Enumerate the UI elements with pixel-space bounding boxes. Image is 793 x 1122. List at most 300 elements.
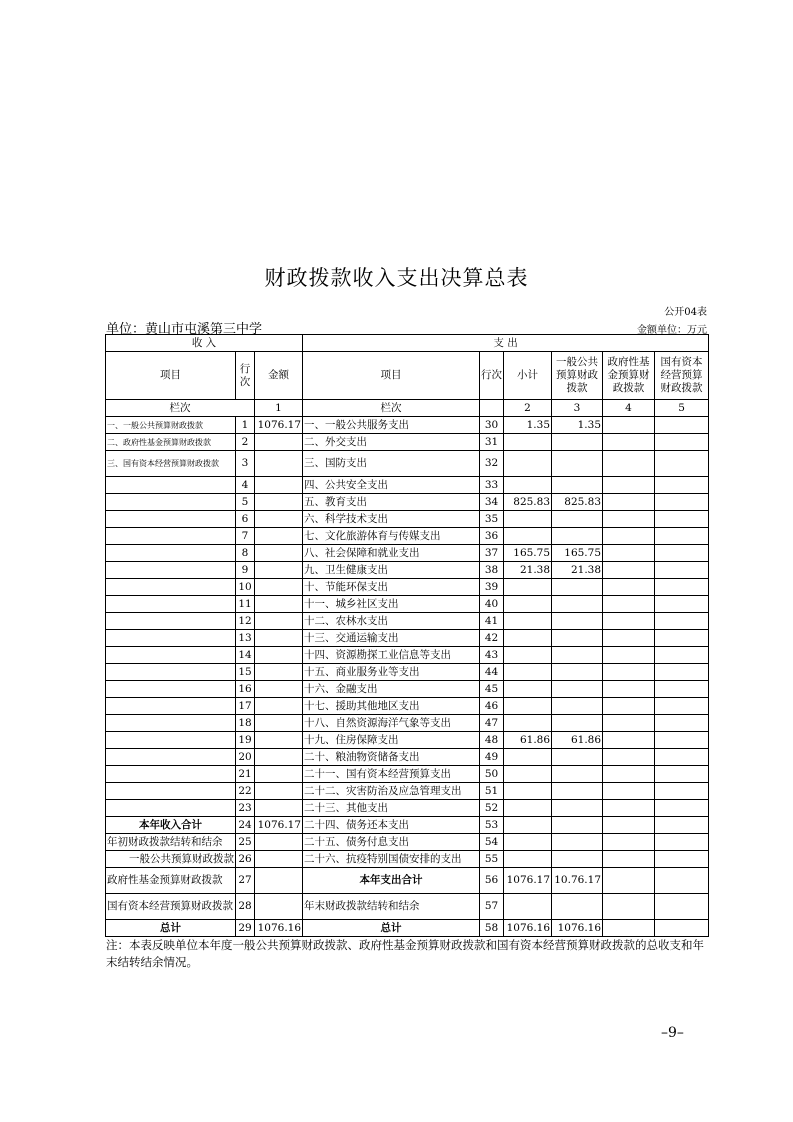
col-index-blank (480, 400, 504, 417)
income-amount (255, 630, 303, 647)
expense-line: 58 (480, 920, 504, 937)
income-line: 14 (236, 647, 255, 664)
expense-line: 50 (480, 766, 504, 783)
table-row (106, 579, 709, 596)
col-header-subtotal: 小计 (504, 352, 552, 400)
expense-gov-fund (603, 698, 655, 715)
page-title: 财政拨款收入支出决算总表 (264, 266, 529, 290)
income-amount (255, 868, 303, 894)
expense-subtotal (504, 579, 552, 596)
expense-subtotal (504, 698, 552, 715)
expense-item: 三、国防支出 (303, 451, 480, 477)
col-header-state-capital: 国有资本经营预算财政拨款 (655, 352, 709, 400)
expense-item: 二十三、其他支出 (303, 800, 480, 817)
expense-item: 二十一、国有资本经营预算支出 (303, 766, 480, 783)
expense-gov-fund (603, 647, 655, 664)
income-line: 28 (236, 894, 255, 920)
expense-gov-fund (603, 451, 655, 477)
expense-item: 十九、住房保障支出 (303, 732, 480, 749)
expense-line: 47 (480, 715, 504, 732)
income-item: 本年收入合计 (106, 817, 236, 834)
expense-subtotal: 1076.16 (504, 920, 552, 937)
expense-gov-fund (603, 766, 655, 783)
income-line: 6 (236, 511, 255, 528)
income-item (106, 579, 236, 596)
expense-item: 二十四、债务还本支出 (303, 817, 480, 834)
expense-state-capital (655, 817, 709, 834)
expense-general (552, 681, 603, 698)
expense-state-capital (655, 920, 709, 937)
expense-gov-fund (603, 800, 655, 817)
header-row-columns (106, 352, 709, 400)
income-amount (255, 715, 303, 732)
expense-item: 一、一般公共服务支出 (303, 417, 480, 434)
income-line: 15 (236, 664, 255, 681)
income-line: 1 (236, 417, 255, 434)
expense-gov-fund (603, 868, 655, 894)
expense-subtotal (504, 596, 552, 613)
income-item (106, 562, 236, 579)
table-row (106, 732, 709, 749)
col-header-item: 项目 (106, 352, 236, 400)
income-amount (255, 579, 303, 596)
expense-state-capital (655, 851, 709, 868)
col-index-1: 1 (255, 400, 303, 417)
expense-subtotal (504, 511, 552, 528)
expense-line: 36 (480, 528, 504, 545)
expense-subtotal (504, 800, 552, 817)
expense-state-capital (655, 494, 709, 511)
expense-general: 165.75 (552, 545, 603, 562)
expense-general: 1.35 (552, 417, 603, 434)
expense-gov-fund (603, 511, 655, 528)
expense-line: 53 (480, 817, 504, 834)
expense-state-capital (655, 894, 709, 920)
col-header-amount: 金额 (255, 352, 303, 400)
expense-item: 九、卫生健康支出 (303, 562, 480, 579)
income-amount (255, 528, 303, 545)
table-row (106, 494, 709, 511)
income-item (106, 511, 236, 528)
page-number: –9– (661, 1025, 684, 1041)
expense-line: 43 (480, 647, 504, 664)
table-row (106, 800, 709, 817)
expense-gov-fund (603, 664, 655, 681)
expense-general (552, 749, 603, 766)
income-line: 3 (236, 451, 255, 477)
expense-state-capital (655, 647, 709, 664)
expense-general (552, 528, 603, 545)
expense-subtotal (504, 451, 552, 477)
table-row (106, 749, 709, 766)
expense-subtotal (504, 477, 552, 494)
expense-general (552, 664, 603, 681)
income-line: 26 (236, 851, 255, 868)
header-row-sections (106, 335, 709, 352)
expense-state-capital (655, 749, 709, 766)
expense-line: 38 (480, 562, 504, 579)
income-amount (255, 477, 303, 494)
expense-subtotal (504, 894, 552, 920)
income-line: 20 (236, 749, 255, 766)
table-row (106, 630, 709, 647)
table-row (106, 681, 709, 698)
expense-item: 八、社会保障和就业支出 (303, 545, 480, 562)
expense-line: 45 (480, 681, 504, 698)
income-amount (255, 596, 303, 613)
income-line: 29 (236, 920, 255, 937)
expense-gov-fund (603, 834, 655, 851)
expense-line: 52 (480, 800, 504, 817)
income-amount (255, 511, 303, 528)
budget-summary-table (105, 334, 709, 937)
expense-line: 31 (480, 434, 504, 451)
table-row (106, 834, 709, 851)
expense-item: 本年支出合计 (303, 868, 480, 894)
expense-general (552, 715, 603, 732)
income-item: 三、国有资本经营预算财政拨款 (106, 451, 236, 477)
table-row (106, 851, 709, 868)
expense-line: 39 (480, 579, 504, 596)
expense-line: 55 (480, 851, 504, 868)
expense-gov-fund (603, 681, 655, 698)
income-line: 16 (236, 681, 255, 698)
table-row (106, 562, 709, 579)
expense-state-capital (655, 800, 709, 817)
expense-state-capital (655, 664, 709, 681)
form-number: 公开04表 (664, 307, 707, 318)
expense-general (552, 698, 603, 715)
income-amount: 1076.17 (255, 417, 303, 434)
expense-state-capital (655, 613, 709, 630)
expense-gov-fund (603, 579, 655, 596)
expense-general: 1076.16 (552, 920, 603, 937)
income-item (106, 664, 236, 681)
expense-subtotal (504, 613, 552, 630)
income-line: 19 (236, 732, 255, 749)
expense-gov-fund (603, 851, 655, 868)
expense-subtotal: 21.38 (504, 562, 552, 579)
table-row (106, 596, 709, 613)
col-header-general: 一般公共预算财政拨款 (552, 352, 603, 400)
expense-subtotal: 1076.17 (504, 868, 552, 894)
expense-line: 34 (480, 494, 504, 511)
income-item: 二、政府性基金预算财政拨款 (106, 434, 236, 451)
expense-item: 七、文化旅游体育与传媒支出 (303, 528, 480, 545)
expense-item: 四、公共安全支出 (303, 477, 480, 494)
expense-general (552, 783, 603, 800)
income-amount (255, 894, 303, 920)
income-item: 年初财政拨款结转和结余 (106, 834, 236, 851)
income-amount (255, 664, 303, 681)
expense-state-capital (655, 596, 709, 613)
expense-subtotal (504, 834, 552, 851)
col-header-item2: 项目 (303, 352, 480, 400)
expense-line: 57 (480, 894, 504, 920)
expense-gov-fund (603, 562, 655, 579)
expense-item: 二十二、灾害防治及应急管理支出 (303, 783, 480, 800)
income-amount (255, 545, 303, 562)
expense-line: 51 (480, 783, 504, 800)
income-amount (255, 681, 303, 698)
table-row (106, 920, 709, 937)
col-index-5: 5 (655, 400, 709, 417)
expense-subtotal: 825.83 (504, 494, 552, 511)
income-item: 国有资本经营预算财政拨款 (106, 894, 236, 920)
income-line: 11 (236, 596, 255, 613)
expense-general (552, 851, 603, 868)
expense-item: 六、科学技术支出 (303, 511, 480, 528)
expense-general (552, 800, 603, 817)
expense-gov-fund (603, 715, 655, 732)
expense-gov-fund (603, 596, 655, 613)
income-amount (255, 698, 303, 715)
expense-line: 49 (480, 749, 504, 766)
expense-line: 46 (480, 698, 504, 715)
income-item: 一、一般公共预算财政拨款 (106, 417, 236, 434)
expense-gov-fund (603, 817, 655, 834)
expense-general (552, 434, 603, 451)
table-row (106, 715, 709, 732)
expense-general (552, 451, 603, 477)
income-item (106, 545, 236, 562)
income-item (106, 783, 236, 800)
expense-general: 21.38 (552, 562, 603, 579)
col-header-gov-fund: 政府性基金预算财政拨款 (603, 352, 655, 400)
income-line: 21 (236, 766, 255, 783)
expense-state-capital (655, 579, 709, 596)
income-line: 2 (236, 434, 255, 451)
expense-subtotal: 61.86 (504, 732, 552, 749)
income-amount (255, 434, 303, 451)
income-line: 17 (236, 698, 255, 715)
expense-state-capital (655, 477, 709, 494)
expense-state-capital (655, 562, 709, 579)
expense-general: 61.86 (552, 732, 603, 749)
expense-item: 五、教育支出 (303, 494, 480, 511)
expense-state-capital (655, 630, 709, 647)
table-row (106, 868, 709, 894)
table-row (106, 528, 709, 545)
income-amount (255, 834, 303, 851)
table-row (106, 766, 709, 783)
expense-general (552, 477, 603, 494)
expense-item: 十四、资源勘探工业信息等支出 (303, 647, 480, 664)
expense-line: 32 (480, 451, 504, 477)
expense-general (552, 596, 603, 613)
income-item (106, 749, 236, 766)
income-item (106, 596, 236, 613)
income-amount (255, 800, 303, 817)
income-item: 总计 (106, 920, 236, 937)
expense-line: 56 (480, 868, 504, 894)
expense-subtotal (504, 434, 552, 451)
expense-general (552, 613, 603, 630)
expense-state-capital (655, 715, 709, 732)
expense-line: 37 (480, 545, 504, 562)
income-header: 收 入 (106, 335, 303, 352)
table-row (106, 698, 709, 715)
income-line: 4 (236, 477, 255, 494)
col-header-line: 行次 (236, 352, 255, 400)
expense-state-capital (655, 868, 709, 894)
expense-state-capital (655, 545, 709, 562)
expense-gov-fund (603, 894, 655, 920)
income-amount (255, 647, 303, 664)
table-row (106, 664, 709, 681)
expense-state-capital (655, 681, 709, 698)
expense-general (552, 894, 603, 920)
expense-line: 33 (480, 477, 504, 494)
expense-subtotal (504, 681, 552, 698)
income-amount (255, 749, 303, 766)
expense-gov-fund (603, 434, 655, 451)
expense-gov-fund (603, 783, 655, 800)
expense-gov-fund (603, 613, 655, 630)
expense-subtotal (504, 749, 552, 766)
table-row (106, 613, 709, 630)
expense-line: 42 (480, 630, 504, 647)
income-item (106, 732, 236, 749)
expense-state-capital (655, 732, 709, 749)
expense-item: 年末财政拨款结转和结余 (303, 894, 480, 920)
expense-subtotal: 165.75 (504, 545, 552, 562)
expense-item: 十八、自然资源海洋气象等支出 (303, 715, 480, 732)
expense-line: 41 (480, 613, 504, 630)
expense-state-capital (655, 417, 709, 434)
table-row (106, 434, 709, 451)
income-item (106, 766, 236, 783)
income-amount (255, 613, 303, 630)
col-index-3: 3 (552, 400, 603, 417)
expense-gov-fund (603, 630, 655, 647)
expense-gov-fund (603, 417, 655, 434)
table-row (106, 477, 709, 494)
expense-general: 10.76.17 (552, 868, 603, 894)
expense-item: 二十、粮油物资储备支出 (303, 749, 480, 766)
income-item (106, 800, 236, 817)
expense-general (552, 834, 603, 851)
expense-general (552, 511, 603, 528)
income-amount (255, 783, 303, 800)
col-index-right-label: 栏次 (303, 400, 480, 417)
expense-subtotal (504, 528, 552, 545)
income-amount (255, 562, 303, 579)
income-line: 5 (236, 494, 255, 511)
table-row (106, 417, 709, 434)
table-row (106, 511, 709, 528)
expense-state-capital (655, 698, 709, 715)
income-amount (255, 766, 303, 783)
unit-label: 单位：黄山市屯溪第三中学 (106, 322, 263, 337)
income-amount: 1076.17 (255, 817, 303, 834)
expense-subtotal (504, 715, 552, 732)
expense-gov-fund (603, 732, 655, 749)
col-header-line2: 行次 (480, 352, 504, 400)
income-item (106, 698, 236, 715)
income-item (106, 630, 236, 647)
income-item: 政府性基金预算财政拨款 (106, 868, 236, 894)
income-line: 22 (236, 783, 255, 800)
expense-gov-fund (603, 545, 655, 562)
income-item (106, 715, 236, 732)
expense-state-capital (655, 451, 709, 477)
income-item (106, 477, 236, 494)
income-amount (255, 451, 303, 477)
income-line: 27 (236, 868, 255, 894)
table-row (106, 647, 709, 664)
expense-general (552, 766, 603, 783)
expense-item: 二十五、债务付息支出 (303, 834, 480, 851)
expense-item: 十六、金融支出 (303, 681, 480, 698)
expense-subtotal (504, 851, 552, 868)
expense-item: 十一、城乡社区支出 (303, 596, 480, 613)
expense-subtotal (504, 664, 552, 681)
expense-item: 十五、商业服务业等支出 (303, 664, 480, 681)
table-row (106, 545, 709, 562)
income-item (106, 494, 236, 511)
table-row (106, 451, 709, 477)
expense-line: 48 (480, 732, 504, 749)
income-item: 一般公共预算财政拨款 (106, 851, 236, 868)
expense-state-capital (655, 783, 709, 800)
income-line: 25 (236, 834, 255, 851)
income-amount (255, 494, 303, 511)
income-line: 10 (236, 579, 255, 596)
expense-subtotal (504, 783, 552, 800)
income-line: 8 (236, 545, 255, 562)
expense-gov-fund (603, 749, 655, 766)
income-line: 7 (236, 528, 255, 545)
expense-general (552, 817, 603, 834)
expense-state-capital (655, 511, 709, 528)
income-item (106, 613, 236, 630)
income-item (106, 681, 236, 698)
income-line: 24 (236, 817, 255, 834)
income-line: 12 (236, 613, 255, 630)
income-amount (255, 851, 303, 868)
expense-item: 十七、援助其他地区支出 (303, 698, 480, 715)
col-index-4: 4 (603, 400, 655, 417)
expense-line: 54 (480, 834, 504, 851)
expense-state-capital (655, 528, 709, 545)
expense-item: 二、外交支出 (303, 434, 480, 451)
expense-subtotal: 1.35 (504, 417, 552, 434)
expense-general: 825.83 (552, 494, 603, 511)
expense-subtotal (504, 647, 552, 664)
expense-general (552, 647, 603, 664)
expense-gov-fund (603, 920, 655, 937)
col-index-2: 2 (504, 400, 552, 417)
table-row (106, 783, 709, 800)
income-item (106, 647, 236, 664)
income-line: 18 (236, 715, 255, 732)
expense-line: 30 (480, 417, 504, 434)
expense-subtotal (504, 817, 552, 834)
income-item (106, 528, 236, 545)
table-row (106, 894, 709, 920)
expense-subtotal (504, 630, 552, 647)
expense-state-capital (655, 434, 709, 451)
expense-state-capital (655, 766, 709, 783)
footnote: 注：本表反映单位本年度一般公共预算财政拨款、政府性基金预算财政拨款和国有资本经营预算财政拨款的总收支和年末结转结余情况。 (106, 938, 704, 969)
expense-general (552, 630, 603, 647)
expense-gov-fund (603, 494, 655, 511)
table-row (106, 817, 709, 834)
expense-gov-fund (603, 528, 655, 545)
income-line: 9 (236, 562, 255, 579)
expense-item: 总计 (303, 920, 480, 937)
